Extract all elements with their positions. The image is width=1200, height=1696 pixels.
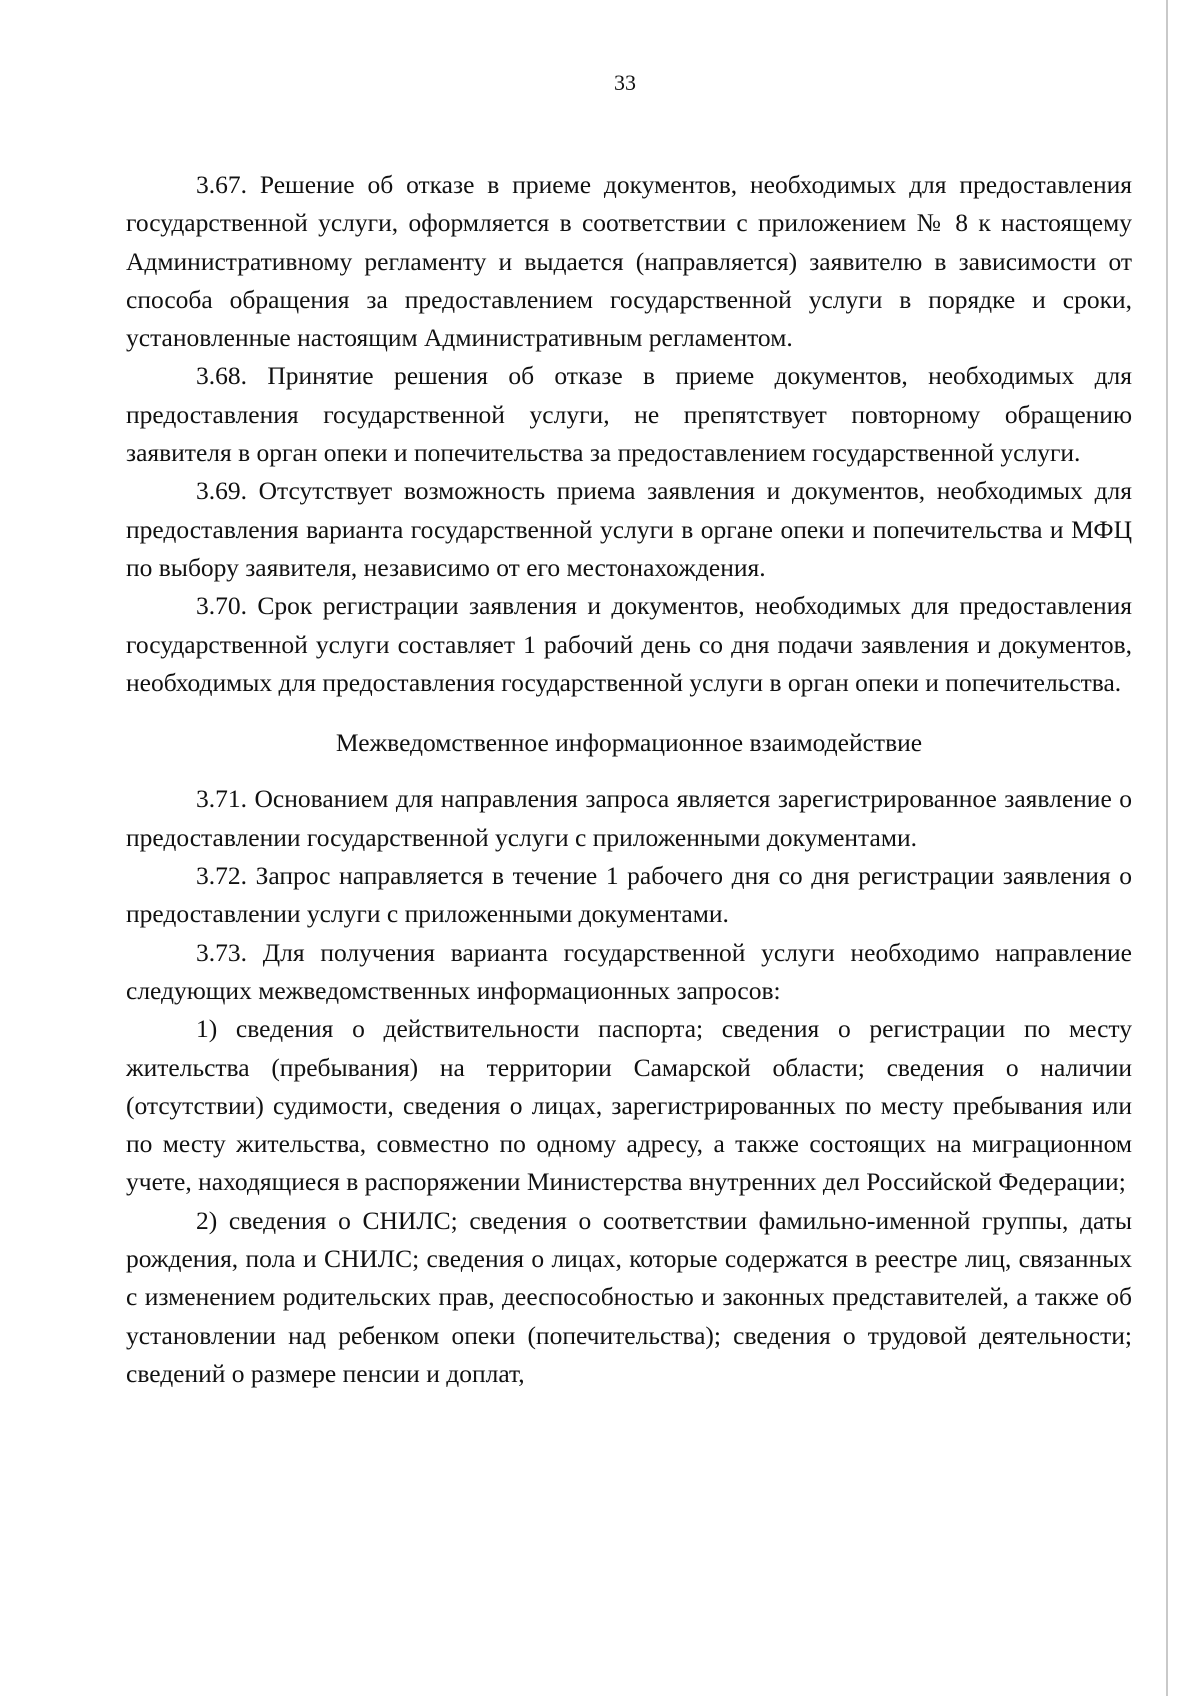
paragraph-3-67: 3.67. Решение об отказе в приеме документов, необходимых для предоставления государственной услуги, оформляется в соответствии с приложением № 8 к настоящему Административному регламенту и выдается (направляется) заявителю в зависимости от способа обращения за предоставлением государственной услуги в порядке и сроки, установленные настоящим Административным регламентом. bbox=[126, 170, 1132, 353]
list-item-1: 1) сведения о действительности паспорта; сведения о регистрации по месту жительства (пребывания) на территории Самарской области; сведения о наличии (отсутствии) судимости, сведения о лицах, зарегистрированных по месту пребывания или по месту жительства, совместно по одному адресу, а также состоящих на миграционном учете, находящиеся в распоряжении Министерства внутренних дел Российской Федерации; bbox=[126, 1014, 1132, 1197]
page-number: 33 bbox=[614, 70, 636, 95]
document-body bbox=[126, 166, 1132, 1393]
paragraph-3-71: 3.71. Основанием для направления запроса является зарегистрированное заявление о предоставлении государственной услуги с приложенными документами. bbox=[126, 784, 1132, 852]
paragraph-3-72: 3.72. Запрос направляется в течение 1 рабочего дня со дня регистрации заявления о предоставлении услуги с приложенными документами. bbox=[126, 861, 1132, 929]
paragraph-3-73: 3.73. Для получения варианта государственной услуги необходимо направление следующих межведомственных информационных запросов: bbox=[126, 937, 1132, 1005]
section-heading: Межведомственное информационное взаимодействие bbox=[335, 728, 923, 758]
list-item-2: 2) сведения о СНИЛС; сведения о соответствии фамильно-именной группы, даты рождения, пола и СНИЛС; сведения о лицах, которые содержатся в реестре лиц, связанных с изменением родительских прав, дееспособностью и законных представителей, а также об установлении над ребенком опеки (попечительства); сведения о трудовой деятельности; сведений о размере пенсии и доплат, bbox=[126, 1205, 1132, 1388]
paragraph-3-69: 3.69. Отсутствует возможность приема заявления и документов, необходимых для предоставления варианта государственной услуги в органе опеки и попечительства и МФЦ по выбору заявителя, независимо от его местонахождения. bbox=[126, 476, 1132, 582]
paragraph-3-70: 3.70. Срок регистрации заявления и документов, необходимых для предоставления государственной услуги составляет 1 рабочий день со дня подачи заявления и документов, необходимых для предоставления государственной услуги в орган опеки и попечительства. bbox=[126, 591, 1132, 697]
scan-edge-line bbox=[1166, 0, 1168, 1696]
paragraph-3-68: 3.68. Принятие решения об отказе в приеме документов, необходимых для предоставления государственной услуги, не препятствует повторному обращению заявителя в орган опеки и попечительства за предоставлением государственной услуги. bbox=[126, 361, 1132, 468]
